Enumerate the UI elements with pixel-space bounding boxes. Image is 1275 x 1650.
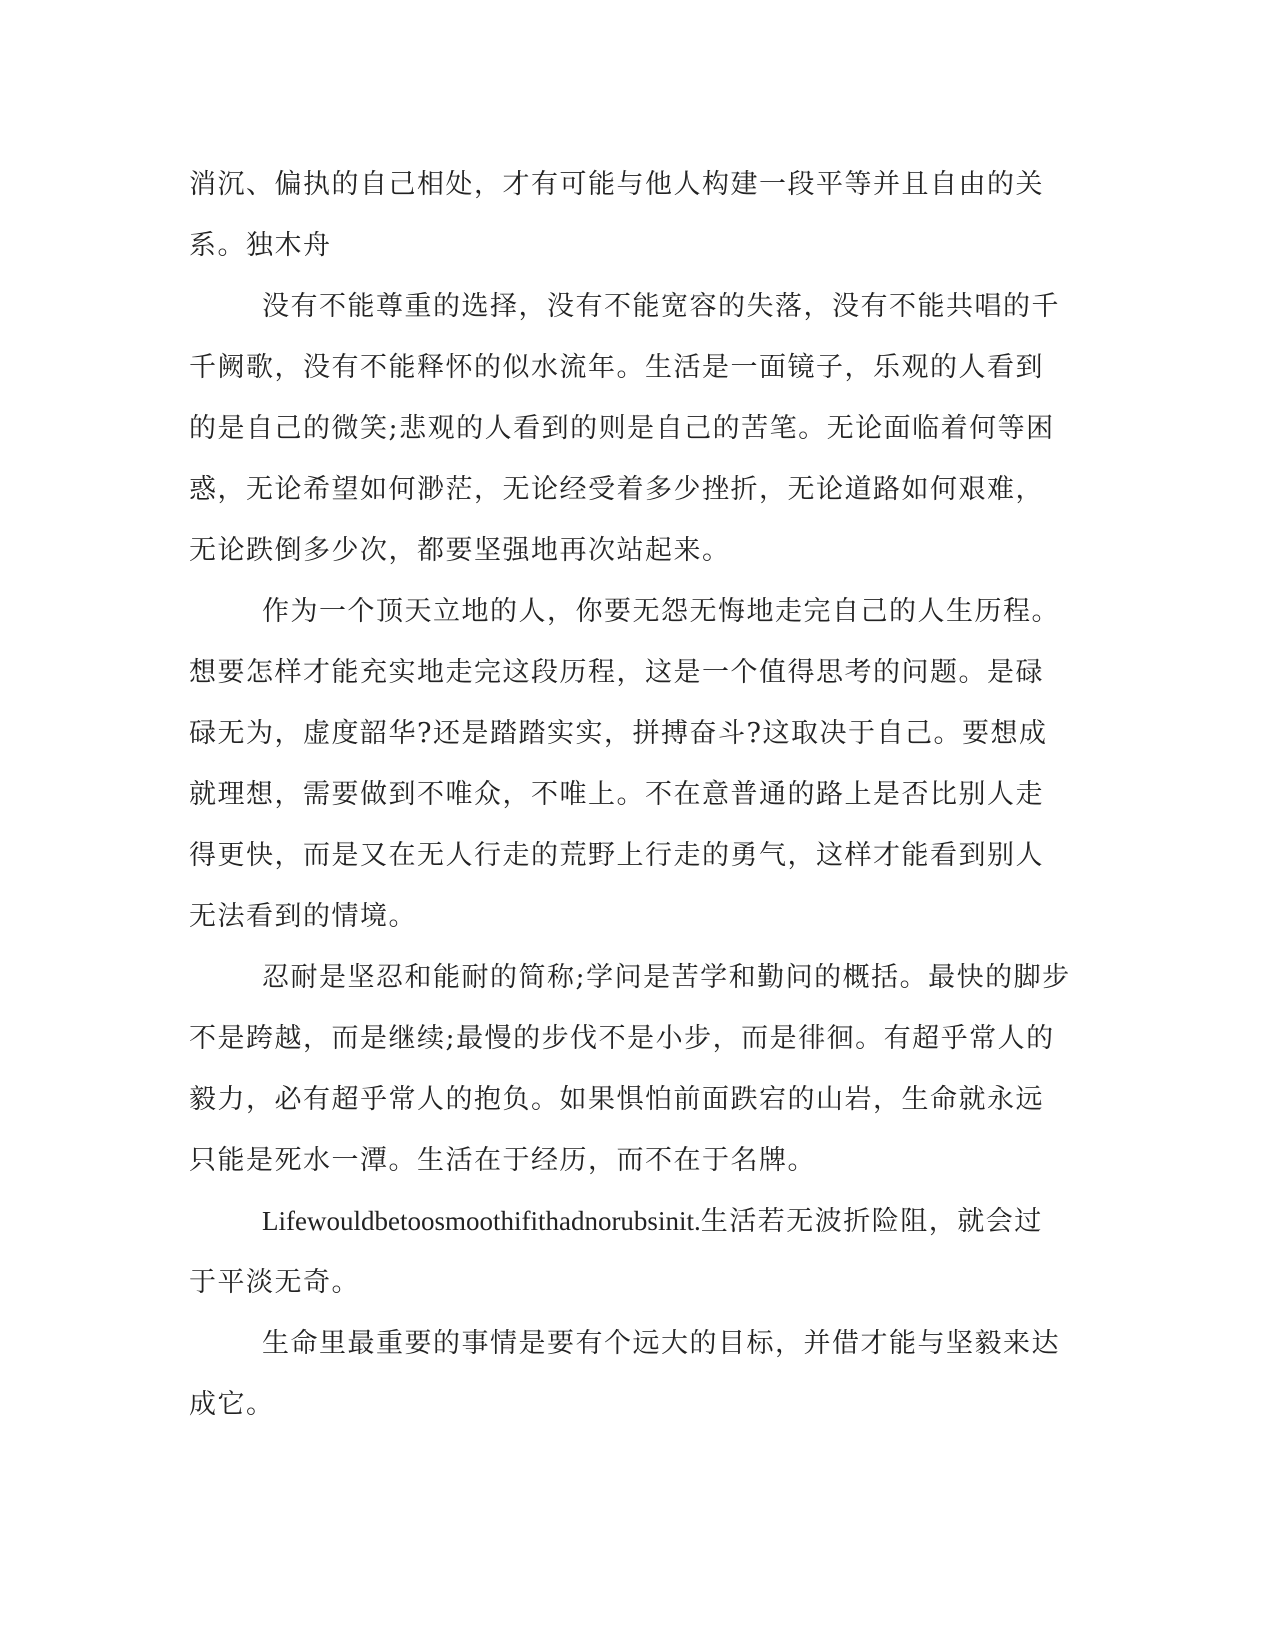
text-line: 惑，无论希望如何渺茫，无论经受着多少挫折，无论道路如何艰难， — [189, 474, 1044, 505]
text-line: 没有不能尊重的选择，没有不能宽容的失落，没有不能共唱的千 — [262, 291, 1060, 322]
paragraph-4 — [189, 947, 1089, 1191]
text-line: 只能是死水一潭。生活在于经历，而不在于名牌。 — [189, 1145, 816, 1176]
document-body — [189, 154, 1089, 1435]
text-line: 无论跌倒多少次，都要坚强地再次站起来。 — [189, 535, 731, 566]
text-line: 成它。 — [189, 1389, 275, 1420]
text-line: 的是自己的微笑;悲观的人看到的则是自己的苦笔。无论面临着何等困 — [189, 413, 1055, 444]
text-line: 毅力，必有超乎常人的抱负。如果惧怕前面跌宕的山岩，生命就永远 — [189, 1084, 1044, 1115]
text-line: 碌无为，虚度韶华?还是踏踏实实，拼搏奋斗?这取决于自己。要想成 — [189, 718, 1048, 749]
paragraph-2 — [189, 276, 1089, 581]
text-line: 消沉、偏执的自己相处，才有可能与他人构建一段平等并且自由的关 — [189, 169, 1044, 200]
paragraph-5 — [189, 1191, 1089, 1313]
text-line: 生命里最重要的事情是要有个远大的目标，并借才能与坚毅来达 — [262, 1328, 1060, 1359]
english-sentence: Lifewouldbetoosmoothifithadnorubsinit. — [262, 1206, 701, 1236]
text-line: 生活若无波折险阻，就会过 — [700, 1206, 1043, 1237]
text-line: 无法看到的情境。 — [189, 901, 417, 932]
text-line: 想要怎样才能充实地走完这段历程，这是一个值得思考的问题。是碌 — [189, 657, 1044, 688]
paragraph-1 — [189, 154, 1089, 276]
paragraph-3 — [189, 581, 1089, 947]
text-line: 就理想，需要做到不唯众，不唯上。不在意普通的路上是否比别人走 — [189, 779, 1044, 810]
text-line: 忍耐是坚忍和能耐的简称;学问是苦学和勤问的概括。最快的脚步 — [262, 962, 1071, 993]
paragraph-6 — [189, 1313, 1089, 1435]
text-line: 于平淡无奇。 — [189, 1267, 360, 1298]
text-line: 不是跨越，而是继续;最慢的步伐不是小步，而是徘徊。有超乎常人的 — [189, 1023, 1055, 1054]
text-line: 得更快，而是又在无人行走的荒野上行走的勇气，这样才能看到别人 — [189, 840, 1044, 871]
text-line: 作为一个顶天立地的人，你要无怨无悔地走完自己的人生历程。 — [262, 596, 1060, 627]
text-line: 千阙歌，没有不能释怀的似水流年。生活是一面镜子，乐观的人看到 — [189, 352, 1044, 383]
text-line: 系。独木舟 — [189, 230, 332, 261]
